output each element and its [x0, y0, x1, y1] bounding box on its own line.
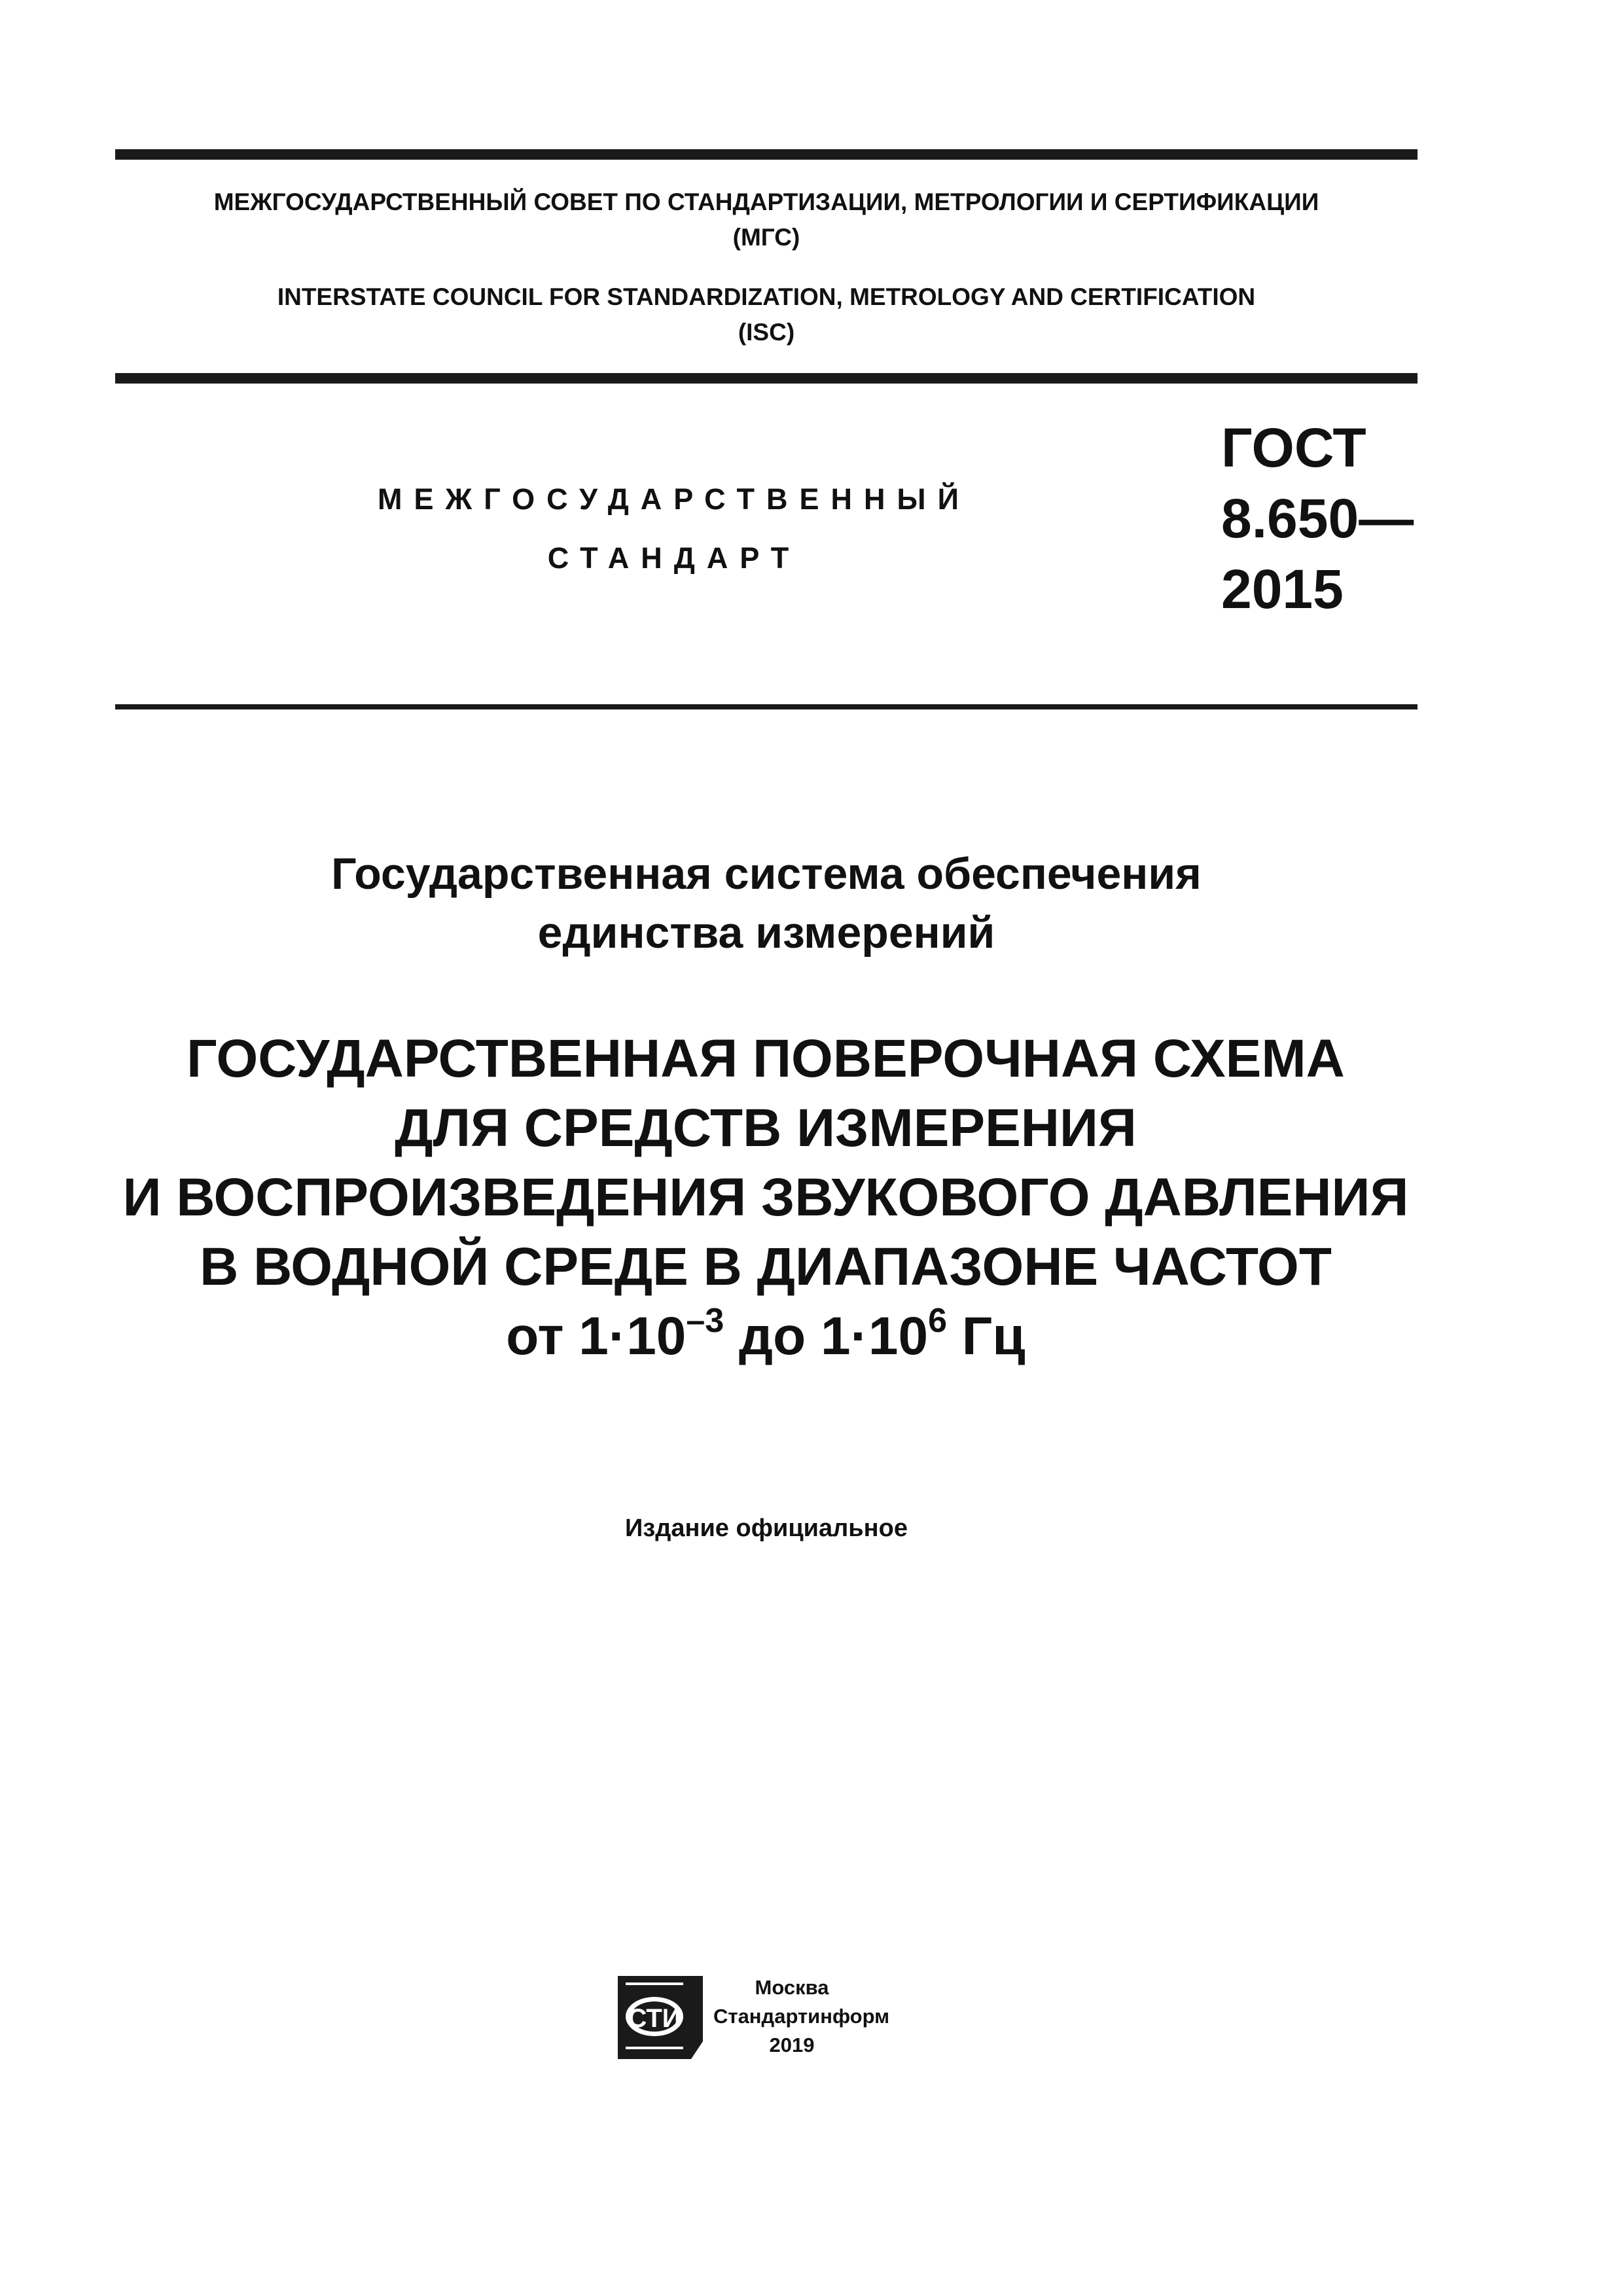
edition-label: Издание официальное	[625, 1515, 908, 1542]
top-rule	[115, 149, 1418, 160]
gost-year: 2015	[1221, 558, 1344, 620]
publisher-info	[713, 1973, 890, 2060]
standartinform-logo	[615, 1973, 705, 2062]
title-line5	[65, 1302, 1466, 1378]
council-en-abbr: (ISC)	[738, 319, 795, 346]
gost-label: ГОСТ	[1221, 417, 1366, 478]
standard-type	[281, 470, 1067, 588]
council-en-name: INTERSTATE COUNCIL FOR STANDARDIZATION, METROLOGY AND CERTIFICATION	[277, 283, 1256, 310]
title-line2: ДЛЯ СРЕДСТВ ИЗМЕРЕНИЯ	[395, 1098, 1137, 1158]
title-range-unit: Гц	[947, 1306, 1026, 1366]
title-range-to: до 1·10	[724, 1306, 929, 1366]
council-en	[115, 279, 1418, 350]
council-ru-name: МЕЖГОСУДАРСТВЕННЫЙ СОВЕТ ПО СТАНДАРТИЗАЦИИ, МЕТРОЛОГИИ И СЕРТИФИКАЦИИ	[213, 188, 1319, 215]
series-title-line1: Государственная система обеспечения	[331, 849, 1202, 899]
title-line3: И ВОСПРОИЗВЕДЕНИЯ ЗВУКОВОГО ДАВЛЕНИЯ	[122, 1168, 1409, 1227]
title-exponent-from: –3	[686, 1302, 724, 1340]
publisher-year: 2019	[769, 2034, 815, 2056]
designation-rule	[115, 704, 1418, 709]
title-line4: В ВОДНОЙ СРЕДЕ В ДИАПАЗОНЕ ЧАСТОТ	[200, 1237, 1332, 1297]
standard-type-line2: СТАНДАРТ	[547, 541, 801, 575]
gost-number: 8.650—	[1221, 488, 1414, 549]
title-range-from: от 1·10	[506, 1306, 687, 1366]
document-title	[65, 1024, 1466, 1378]
series-title	[115, 844, 1418, 962]
logo-text: СТИ	[628, 2004, 681, 2033]
standard-type-line1: МЕЖГОСУДАРСТВЕННЫЙ	[378, 482, 971, 516]
series-title-line2: единства измерений	[537, 908, 995, 958]
council-ru-abbr: (МГС)	[732, 224, 800, 251]
publisher-name: Стандартинформ	[713, 2005, 890, 2028]
header-bottom-rule	[115, 373, 1418, 384]
title-exponent-to: 6	[928, 1302, 947, 1340]
title-line1: ГОСУДАРСТВЕННАЯ ПОВЕРОЧНАЯ СХЕМА	[187, 1029, 1345, 1088]
council-ru	[115, 185, 1418, 255]
publisher-city: Москва	[755, 1976, 829, 1999]
gost-designation	[1221, 412, 1414, 624]
